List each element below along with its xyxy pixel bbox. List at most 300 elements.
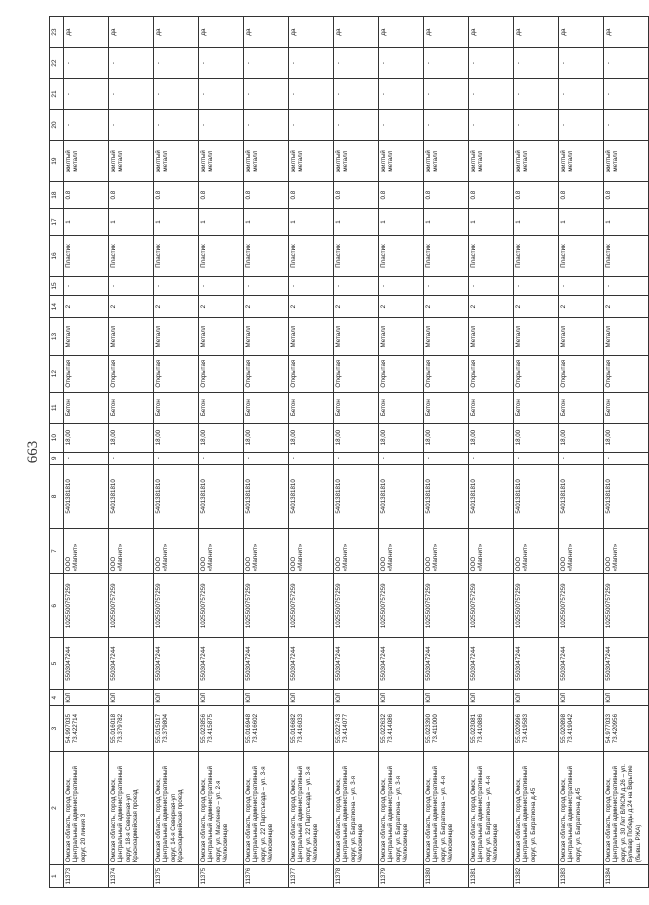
cell-ogrn: 1025500757259 — [469, 574, 514, 638]
cell-owner-type: ЮЛ — [469, 689, 514, 706]
cell-address: Омская область, город Омск, Центральный административный округ, 18-я Северная-ул Красноармейская проезд — [109, 751, 154, 865]
cell-okved: 5401381810 — [334, 464, 379, 528]
cell-coordinates: 55.016948 73.416602 — [244, 706, 289, 751]
cell-okved: 5401381810 — [154, 464, 199, 528]
cell-site-type: Открытая — [604, 355, 649, 392]
cell-row-number: 11373 — [64, 865, 109, 888]
cell-fence-material: Металл — [64, 318, 109, 355]
cell-organization: ООО «Магнит» — [334, 528, 379, 573]
table-row — [604, 17, 649, 888]
table-body — [64, 17, 649, 888]
cell-area: 18,00 — [514, 423, 559, 452]
cell-col20: - — [514, 110, 559, 141]
cell-col20: - — [604, 110, 649, 141]
cell-container-volume: 0.8 — [109, 182, 154, 209]
cell-col9: - — [199, 452, 244, 464]
cell-site-type: Открытая — [154, 355, 199, 392]
cell-col9: - — [154, 452, 199, 464]
cell-count-14: 2 — [379, 295, 424, 318]
column-number-2: 2 — [50, 751, 64, 865]
cell-col23: да — [289, 17, 334, 48]
cell-okved: 5401381810 — [109, 464, 154, 528]
column-number-16: 16 — [50, 235, 64, 276]
cell-container-count: 1 — [64, 209, 109, 236]
cell-base-type: Бетон — [514, 392, 559, 423]
cell-inn: 5503047244 — [289, 638, 334, 690]
cell-inn: 5503047244 — [109, 638, 154, 690]
cell-coordinates: 54.997035 73.422714 — [64, 706, 109, 751]
cell-container-material: Пластик — [289, 235, 334, 276]
cell-col23: да — [559, 17, 604, 48]
cell-col9: - — [424, 452, 469, 464]
table-row — [289, 17, 334, 888]
cell-container-count: 1 — [244, 209, 289, 236]
cell-container-material: Пластик — [64, 235, 109, 276]
cell-count-15: - — [289, 277, 334, 296]
table-row — [244, 17, 289, 888]
column-number-row — [50, 17, 64, 888]
cell-col20: - — [289, 110, 334, 141]
cell-count-14: 2 — [334, 295, 379, 318]
cell-container-count: 1 — [334, 209, 379, 236]
column-number-8: 8 — [50, 464, 64, 528]
column-number-10: 10 — [50, 423, 64, 452]
cell-container-volume: 0.8 — [334, 182, 379, 209]
cell-col9: - — [334, 452, 379, 464]
cell-ogrn: 1025500757259 — [514, 574, 559, 638]
cell-owner-type: ЮЛ — [244, 689, 289, 706]
cell-col22: - — [334, 48, 379, 79]
cell-col21: - — [514, 79, 559, 110]
cell-container-count: 1 — [289, 209, 334, 236]
cell-fence-material: Металл — [514, 318, 559, 355]
cell-coordinates: 55.020898 73.419042 — [559, 706, 604, 751]
cell-count-14: 2 — [469, 295, 514, 318]
cell-address: Омская область, город Омск, Центральный административный округ, ул. Багратиона д.45 — [559, 751, 604, 865]
cell-col23: да — [154, 17, 199, 48]
cell-fence-material: Металл — [244, 318, 289, 355]
cell-organization: ООО «Магнит» — [199, 528, 244, 573]
cell-count-14: 2 — [424, 295, 469, 318]
cell-coordinates: 55.023856 73.415875 — [199, 706, 244, 751]
cell-col20: - — [109, 110, 154, 141]
cell-owner-type: ЮЛ — [604, 689, 649, 706]
cell-ogrn: 1025500757259 — [334, 574, 379, 638]
cell-fence-material: Металл — [379, 318, 424, 355]
cell-base-type: Бетон — [289, 392, 334, 423]
cell-okved: 5401381810 — [559, 464, 604, 528]
cell-col23: да — [334, 17, 379, 48]
cell-base-type: Бетон — [154, 392, 199, 423]
cell-count-14: 2 — [289, 295, 334, 318]
column-number-3: 3 — [50, 706, 64, 751]
cell-container-material: Пластик — [604, 235, 649, 276]
cell-col20: - — [64, 110, 109, 141]
cell-address: Омская область, город Омск, Центральный административный округ, ул. 22 Партсъезда – ул. 3-я Челюскинцев — [244, 751, 289, 865]
cell-area: 18,00 — [154, 423, 199, 452]
cell-container-material: Пластик — [559, 235, 604, 276]
cell-okved: 5401381810 — [469, 464, 514, 528]
cell-address: Омская область, город Омск, Центральный административный округ, ул. Масленко – ул. 2-я Челюскинцев — [199, 751, 244, 865]
cell-site-type: Открытая — [199, 355, 244, 392]
cell-container-material: Пластик — [199, 235, 244, 276]
rotated-page — [19, 10, 642, 894]
cell-col20: - — [199, 110, 244, 141]
table-row — [199, 17, 244, 888]
cell-col20: - — [379, 110, 424, 141]
cell-inn: 5503047244 — [64, 638, 109, 690]
cell-coordinates: 55.022632 73.414086 — [379, 706, 424, 751]
table-row — [109, 17, 154, 888]
cell-col23: да — [64, 17, 109, 48]
table-row — [154, 17, 199, 888]
cell-ogrn: 1025500757259 — [64, 574, 109, 638]
cell-count-15: - — [109, 277, 154, 296]
cell-container-count: 1 — [109, 209, 154, 236]
cell-col9: - — [469, 452, 514, 464]
cell-container-count: 1 — [379, 209, 424, 236]
cell-count-14: 2 — [64, 295, 109, 318]
cell-count-14: 2 — [199, 295, 244, 318]
cell-col23: да — [109, 17, 154, 48]
cell-col9: - — [109, 452, 154, 464]
column-number-13: 13 — [50, 318, 64, 355]
cell-col21: - — [64, 79, 109, 110]
cell-base-type: Бетон — [64, 392, 109, 423]
cell-col23: да — [469, 17, 514, 48]
cell-col23: да — [199, 17, 244, 48]
cell-container-volume: 0.8 — [469, 182, 514, 209]
cell-col22: - — [424, 48, 469, 79]
cell-address: Омская область, город Омск, Центральный административный округ, ул. Багратиона – ул. 3-я Челюскинцев — [334, 751, 379, 865]
cell-container-count: 1 — [514, 209, 559, 236]
cell-row-number: 11377 — [289, 865, 334, 888]
cell-count-15: - — [469, 277, 514, 296]
cell-col21: - — [109, 79, 154, 110]
cell-area: 18,00 — [469, 423, 514, 452]
cell-inn: 5503047244 — [334, 638, 379, 690]
cell-row-number: 11382 — [514, 865, 559, 888]
cell-count-15: - — [604, 277, 649, 296]
cell-col20: - — [424, 110, 469, 141]
cell-container-count: 1 — [424, 209, 469, 236]
cell-col20: - — [244, 110, 289, 141]
cell-inn: 5503047244 — [469, 638, 514, 690]
cell-base-type: Бетон — [604, 392, 649, 423]
cell-container-count: 1 — [154, 209, 199, 236]
cell-row-number: 11384 — [604, 865, 649, 888]
cell-container-volume: 0.8 — [559, 182, 604, 209]
cell-area: 18,00 — [334, 423, 379, 452]
cell-inn: 5503047244 — [244, 638, 289, 690]
cell-container-volume: 0.8 — [604, 182, 649, 209]
cell-container-volume: 0.8 — [64, 182, 109, 209]
cell-site-type: Открытая — [64, 355, 109, 392]
cell-waste-type: жилтый металл — [289, 140, 334, 181]
cell-col22: - — [109, 48, 154, 79]
cell-row-number: 11380 — [424, 865, 469, 888]
cell-col22: - — [604, 48, 649, 79]
cell-count-14: 2 — [109, 295, 154, 318]
cell-coordinates: 55.023081 73.410886 — [469, 706, 514, 751]
cell-organization: ООО «Магнит» — [514, 528, 559, 573]
cell-col9: - — [604, 452, 649, 464]
column-number-1: 1 — [50, 865, 64, 888]
cell-col21: - — [199, 79, 244, 110]
cell-row-number: 11381 — [469, 865, 514, 888]
table-row — [424, 17, 469, 888]
cell-coordinates: 55.022743 73.414077 — [334, 706, 379, 751]
cell-container-count: 1 — [199, 209, 244, 236]
cell-waste-type: жилтый металл — [604, 140, 649, 181]
cell-ogrn: 1025500757259 — [424, 574, 469, 638]
table-row — [514, 17, 559, 888]
cell-organization: ООО «Магнит» — [154, 528, 199, 573]
cell-col20: - — [154, 110, 199, 141]
cell-col22: - — [469, 48, 514, 79]
cell-base-type: Бетон — [424, 392, 469, 423]
cell-organization: ООО «Магнит» — [424, 528, 469, 573]
cell-base-type: Бетон — [334, 392, 379, 423]
cell-fence-material: Металл — [604, 318, 649, 355]
cell-col9: - — [244, 452, 289, 464]
column-number-19: 19 — [50, 140, 64, 181]
cell-okved: 5401381810 — [379, 464, 424, 528]
cell-col21: - — [334, 79, 379, 110]
cell-row-number: 11379 — [379, 865, 424, 888]
cell-col23: да — [424, 17, 469, 48]
cell-container-material: Пластик — [514, 235, 559, 276]
cell-col21: - — [379, 79, 424, 110]
cell-organization: ООО «Магнит» — [469, 528, 514, 573]
cell-owner-type: ЮЛ — [559, 689, 604, 706]
cell-container-material: Пластик — [424, 235, 469, 276]
cell-fence-material: Металл — [109, 318, 154, 355]
cell-container-material: Пластик — [109, 235, 154, 276]
column-number-15: 15 — [50, 277, 64, 296]
cell-col9: - — [289, 452, 334, 464]
cell-count-15: - — [514, 277, 559, 296]
cell-container-count: 1 — [469, 209, 514, 236]
cell-ogrn: 1025500757259 — [199, 574, 244, 638]
column-number-20: 20 — [50, 110, 64, 141]
cell-base-type: Бетон — [469, 392, 514, 423]
column-number-21: 21 — [50, 79, 64, 110]
cell-col22: - — [199, 48, 244, 79]
cell-fence-material: Металл — [289, 318, 334, 355]
cell-col9: - — [64, 452, 109, 464]
column-number-12: 12 — [50, 355, 64, 392]
cell-site-type: Открытая — [559, 355, 604, 392]
cell-address: Омская область, город Омск, Центральный административный округ, ул. Багратиона – ул. 4-я Челюскинцев — [469, 751, 514, 865]
cell-fence-material: Металл — [199, 318, 244, 355]
registry-table — [49, 16, 649, 888]
cell-fence-material: Металл — [424, 318, 469, 355]
cell-area: 18,00 — [109, 423, 154, 452]
cell-owner-type: ЮЛ — [289, 689, 334, 706]
cell-address: Омская область, город Омск, Центральный административный округ, ул. Багратиона – ул. 4-я Челюскинцев — [424, 751, 469, 865]
cell-ogrn: 1025500757259 — [244, 574, 289, 638]
cell-area: 18,00 — [289, 423, 334, 452]
cell-address: Омская область, город Омск, Центральный административный округ, 20 линия 3 — [64, 751, 109, 865]
cell-site-type: Открытая — [514, 355, 559, 392]
cell-owner-type: ЮЛ — [334, 689, 379, 706]
cell-inn: 5503047244 — [424, 638, 469, 690]
cell-waste-type: жилтый металл — [424, 140, 469, 181]
table-row — [379, 17, 424, 888]
cell-site-type: Открытая — [424, 355, 469, 392]
cell-inn: 5503047244 — [604, 638, 649, 690]
cell-waste-type: жилтый металл — [334, 140, 379, 181]
cell-count-14: 2 — [154, 295, 199, 318]
cell-ogrn: 1025500757259 — [154, 574, 199, 638]
cell-site-type: Открытая — [244, 355, 289, 392]
cell-owner-type: ЮЛ — [379, 689, 424, 706]
cell-container-volume: 0.8 — [199, 182, 244, 209]
cell-container-material: Пластик — [154, 235, 199, 276]
cell-owner-type: ЮЛ — [154, 689, 199, 706]
cell-row-number: 11375 — [154, 865, 199, 888]
cell-coordinates: 55.015017 73.379804 — [154, 706, 199, 751]
column-number-22: 22 — [50, 48, 64, 79]
cell-address: Омская область, город Омск, Центральный административный округ, 14-я Северная-ул Красноармейская проезд — [154, 751, 199, 865]
cell-inn: 5503047244 — [199, 638, 244, 690]
cell-site-type: Открытая — [379, 355, 424, 392]
cell-waste-type: жилтый металл — [469, 140, 514, 181]
cell-waste-type: жилтый металл — [514, 140, 559, 181]
cell-base-type: Бетон — [559, 392, 604, 423]
page-number: 663 — [25, 440, 41, 464]
cell-col22: - — [379, 48, 424, 79]
cell-container-volume: 0.8 — [514, 182, 559, 209]
table-row — [559, 17, 604, 888]
column-number-4: 4 — [50, 689, 64, 706]
cell-site-type: Открытая — [109, 355, 154, 392]
cell-owner-type: ЮЛ — [424, 689, 469, 706]
cell-row-number: 11376 — [244, 865, 289, 888]
cell-fence-material: Металл — [334, 318, 379, 355]
cell-waste-type: жилтый металл — [379, 140, 424, 181]
cell-site-type: Открытая — [334, 355, 379, 392]
cell-address: Омская область, город Омск, Центральный административный округ, ул. 22 Партсъезда – ул. 3-я Челюскинцев — [289, 751, 334, 865]
cell-area: 18,00 — [604, 423, 649, 452]
cell-col22: - — [289, 48, 334, 79]
cell-row-number: 11383 — [559, 865, 604, 888]
cell-waste-type: жилтый металл — [199, 140, 244, 181]
cell-col9: - — [559, 452, 604, 464]
column-number-7: 7 — [50, 528, 64, 573]
cell-owner-type: ЮЛ — [64, 689, 109, 706]
cell-count-14: 2 — [244, 295, 289, 318]
cell-coordinates: 55.020996 73.419583 — [514, 706, 559, 751]
cell-col21: - — [604, 79, 649, 110]
cell-organization: ООО «Магнит» — [559, 528, 604, 573]
cell-organization: ООО «Магнит» — [379, 528, 424, 573]
cell-waste-type: жилтый металл — [244, 140, 289, 181]
cell-col21: - — [289, 79, 334, 110]
cell-organization: ООО «Магнит» — [289, 528, 334, 573]
cell-okved: 5401381810 — [289, 464, 334, 528]
cell-count-15: - — [424, 277, 469, 296]
cell-okved: 5401381810 — [424, 464, 469, 528]
cell-address: Омская область, город Омск, Центральный административный округ, ул. 30 Лет ВЛКСМ д.26 – ул. Бульвар Победы д.24 на Вкрытие (бывш. РЖА) — [604, 751, 649, 865]
cell-okved: 5401381810 — [604, 464, 649, 528]
cell-ogrn: 1025500757259 — [604, 574, 649, 638]
column-number-14: 14 — [50, 295, 64, 318]
cell-count-15: - — [334, 277, 379, 296]
cell-count-15: - — [244, 277, 289, 296]
table-row — [469, 17, 514, 888]
cell-owner-type: ЮЛ — [514, 689, 559, 706]
cell-organization: ООО «Магнит» — [109, 528, 154, 573]
cell-count-15: - — [379, 277, 424, 296]
cell-organization: ООО «Магнит» — [244, 528, 289, 573]
cell-col20: - — [469, 110, 514, 141]
cell-waste-type: жилтый металл — [109, 140, 154, 181]
cell-col22: - — [244, 48, 289, 79]
cell-col23: да — [604, 17, 649, 48]
cell-col21: - — [244, 79, 289, 110]
cell-okved: 5401381810 — [64, 464, 109, 528]
cell-container-material: Пластик — [334, 235, 379, 276]
cell-col9: - — [379, 452, 424, 464]
cell-col22: - — [559, 48, 604, 79]
cell-site-type: Открытая — [469, 355, 514, 392]
cell-okved: 5401381810 — [514, 464, 559, 528]
table-row — [64, 17, 109, 888]
cell-area: 18,00 — [559, 423, 604, 452]
cell-col9: - — [514, 452, 559, 464]
cell-area: 18,00 — [379, 423, 424, 452]
cell-okved: 5401381810 — [244, 464, 289, 528]
cell-col22: - — [514, 48, 559, 79]
cell-okved: 5401381810 — [199, 464, 244, 528]
cell-container-material: Пластик — [469, 235, 514, 276]
cell-address: Омская область, город Омск, Центральный административный округ, ул. Багратиона – ул. 3-я Челюскинцев — [379, 751, 424, 865]
cell-base-type: Бетон — [244, 392, 289, 423]
cell-container-volume: 0.8 — [379, 182, 424, 209]
cell-count-15: - — [199, 277, 244, 296]
cell-col21: - — [469, 79, 514, 110]
cell-owner-type: ЮЛ — [109, 689, 154, 706]
cell-area: 18,00 — [244, 423, 289, 452]
cell-inn: 5503047244 — [559, 638, 604, 690]
cell-area: 18,00 — [424, 423, 469, 452]
cell-inn: 5503047244 — [154, 638, 199, 690]
column-number-9: 9 — [50, 452, 64, 464]
cell-address: Омская область, город Омск, Центральный административный округ, ул. Багратиона д.45 — [514, 751, 559, 865]
cell-ogrn: 1025500757259 — [109, 574, 154, 638]
cell-row-number: 11375 — [199, 865, 244, 888]
cell-area: 18,00 — [199, 423, 244, 452]
column-number-6: 6 — [50, 574, 64, 638]
cell-coordinates: 54.977033 73.420956 — [604, 706, 649, 751]
cell-organization: ООО «Магнит» — [64, 528, 109, 573]
cell-col23: да — [379, 17, 424, 48]
cell-col23: да — [514, 17, 559, 48]
cell-count-15: - — [154, 277, 199, 296]
cell-coordinates: 55.023390 73.411000 — [424, 706, 469, 751]
cell-ogrn: 1025500757259 — [559, 574, 604, 638]
cell-container-count: 1 — [604, 209, 649, 236]
cell-col22: - — [64, 48, 109, 79]
cell-row-number: 11374 — [109, 865, 154, 888]
cell-coordinates: 55.016018 73.379782 — [109, 706, 154, 751]
cell-container-volume: 0.8 — [154, 182, 199, 209]
column-number-18: 18 — [50, 182, 64, 209]
cell-waste-type: жилтый металл — [559, 140, 604, 181]
cell-ogrn: 1025500757259 — [289, 574, 334, 638]
